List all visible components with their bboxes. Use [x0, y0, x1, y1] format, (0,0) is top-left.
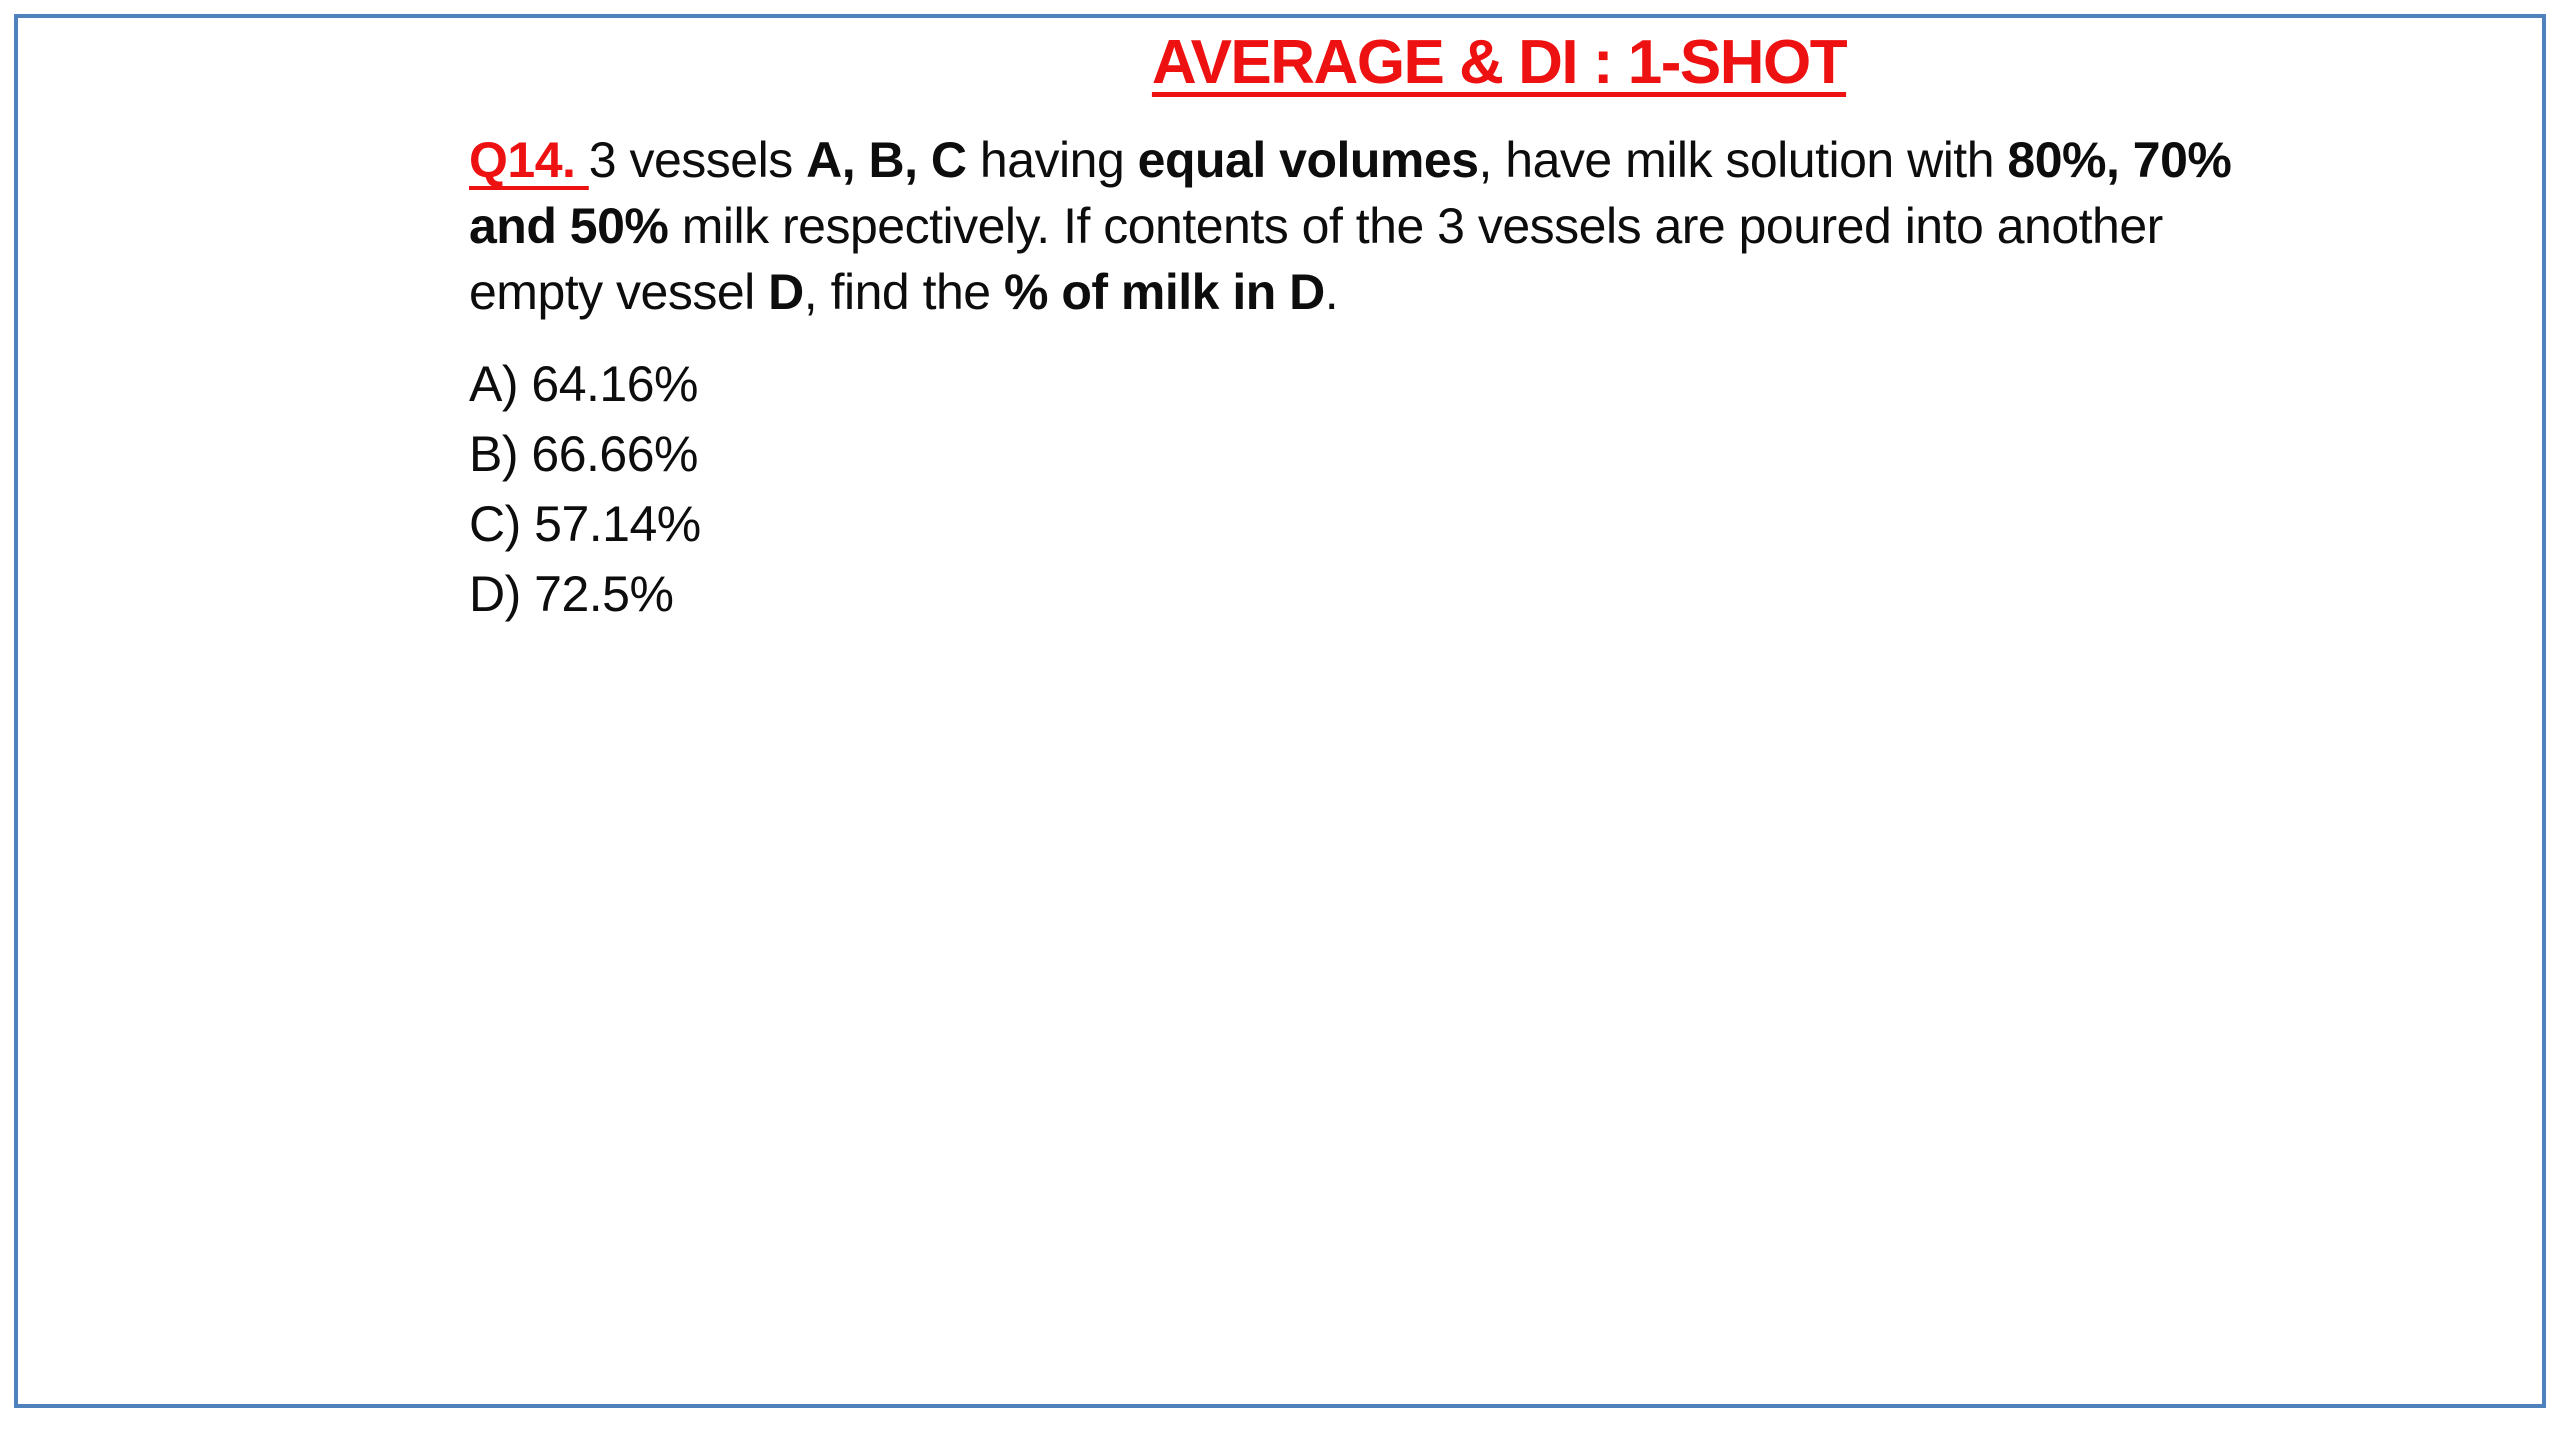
question-segment: having	[966, 132, 1138, 189]
question-segment: , find the	[803, 264, 1004, 321]
question-line	[469, 127, 2529, 193]
question-line	[469, 259, 2529, 325]
question-segment: , have milk solution with	[1478, 132, 2008, 189]
options-list	[469, 349, 2529, 629]
question-line	[469, 193, 2529, 259]
option-b: B) 66.66%	[469, 426, 698, 483]
option-d: D) 72.5%	[469, 566, 674, 623]
question-segment: 80%, 70%	[2007, 132, 2232, 189]
option-c: C) 57.14%	[469, 496, 701, 553]
question-segment: D	[768, 264, 804, 321]
slide-content	[469, 18, 2529, 629]
question-segment: empty vessel	[469, 264, 769, 321]
question-segment: 3 vessels	[588, 132, 807, 189]
question-segment: milk respectively. If contents of the 3 vessels are poured into another	[668, 198, 2163, 255]
question-text	[469, 127, 2529, 325]
slide-title: AVERAGE & DI : 1-SHOT	[1151, 28, 1847, 97]
question-segment: A, B, C	[806, 132, 967, 189]
slide-frame	[14, 14, 2546, 1408]
question-segment: and 50%	[469, 198, 669, 255]
question-segment: equal volumes	[1137, 132, 1479, 189]
question-number: Q14.	[469, 132, 589, 189]
question-segment: % of milk in D	[1003, 264, 1325, 321]
question-segment: .	[1324, 264, 1339, 321]
option-a: A) 64.16%	[469, 356, 698, 413]
